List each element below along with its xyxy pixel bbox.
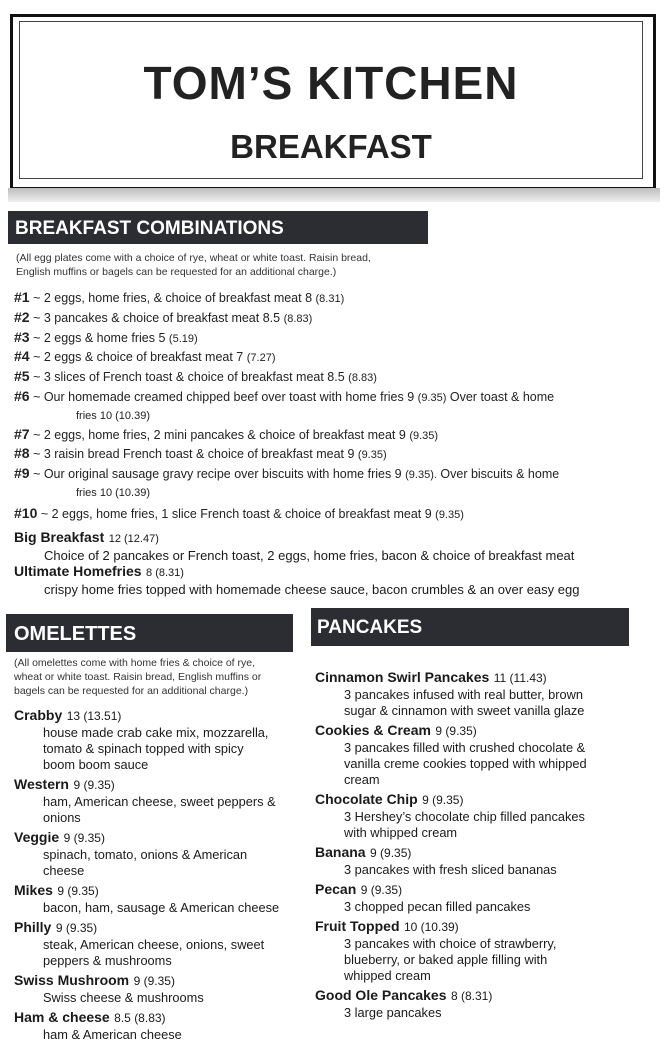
restaurant-title: TOM’S KITCHEN [143,57,519,109]
combination-number: #9 [14,465,30,482]
item-header [14,919,314,937]
item-name: Mikes [14,882,53,898]
combination-line [14,465,654,485]
combination-line [14,388,654,408]
header-shadow [8,188,660,202]
combination-price: (5.19) [168,332,198,345]
item-price: 11 (11.43) [493,671,547,685]
item-price: 9 (9.35) [370,846,412,860]
item-price: 9 (9.35) [73,778,115,792]
item-header [315,722,660,740]
combination-item [14,289,654,309]
combination-number: #4 [14,348,30,365]
item-description: 3 Hershey’s chocolate chip filled pancakes [344,809,585,824]
item-description: onions [43,810,81,825]
item-description: Swiss cheese & mushrooms [43,990,204,1005]
combination-number: #3 [14,328,30,345]
item-name: Crabby [14,707,63,723]
item-price: 9 (9.35) [435,724,477,738]
special-name: Big Breakfast [14,529,105,545]
omelette-item [14,1009,314,1043]
menu-section-title: BREAKFAST [230,128,432,165]
combinations-heading: BREAKFAST COMBINATIONS [8,211,428,244]
omelette-item [14,972,314,1006]
item-header [315,918,660,936]
item-name: Fruit Topped [315,918,400,934]
combination-line [14,505,654,525]
combination-price: (8.83) [348,372,377,385]
combination-text: ~ 3 raisin bread French toast & choice of breakfast meat 9 [33,447,355,462]
combination-item [14,309,654,329]
item-name: Philly [14,919,52,935]
omelette-item [14,829,314,879]
omelettes-note-line: wheat or white toast. Raisin bread, English muffins or [14,671,262,683]
combination-line [14,348,654,368]
pancakes-list [315,669,660,1024]
combination-number: #2 [14,308,30,325]
special-description: Choice of 2 pancakes or French toast, 2 eggs, home fries, bacon & choice of breakfast meat [44,548,575,563]
pancakes-heading: PANCAKES [311,608,629,646]
special-item [14,563,654,598]
combination-text: ~ 2 eggs & choice of breakfast meat 7 [33,350,244,365]
item-description: cheese [43,863,85,878]
combination-price: (7.27) [246,352,276,365]
item-description: ham, American cheese, sweet peppers & [43,794,276,809]
combination-text: ~ 2 eggs, home fries, 2 mini pancakes & choice of breakfast meat 9 [33,427,406,442]
item-name: Good Ole Pancakes [315,987,447,1003]
item-description: cream [344,772,380,787]
item-price: 10 (10.39) [403,920,459,934]
combinations-note-line: English muffins or bagels can be requested for an additional charge.) [16,266,337,278]
item-description: 3 large pancakes [344,1005,442,1020]
combination-number: #7 [14,425,30,442]
item-description: boom boom sauce [43,757,149,772]
header-frame [10,14,656,190]
combination-price: (9.35) [417,391,447,404]
combination-price: (9.35) [435,508,464,521]
pancake-item [315,791,660,841]
item-description: blueberry, or baked apple filling with [344,952,548,967]
special-description: crispy home fries topped with homemade cheese sauce, bacon crumbles & an over easy egg [44,582,580,597]
special-item [14,529,654,564]
combination-number: #6 [14,387,30,404]
combination-line [14,445,654,465]
item-description: house made crab cake mix, mozzarella, [43,725,269,740]
item-price: 8 (8.31) [450,989,493,1003]
omelettes-note-line: (All omelettes come with home fries & choice of rye, [14,657,256,669]
combination-alt-option: Over toast & home [446,389,555,404]
combination-text: ~ Our original sausage gravy recipe over biscuits with home fries 9 [33,467,402,482]
omelette-item [14,919,314,969]
omelettes-note [14,656,304,698]
combination-line [14,289,654,309]
combination-text: ~ 2 eggs, home fries, 1 slice French toast & choice of breakfast meat 9 [40,506,432,521]
combination-text: ~ 2 eggs, home fries, & choice of breakfast meat 8 [33,291,313,305]
item-name: Cookies & Cream [315,722,431,738]
omelettes-list [14,707,314,1046]
combination-number: #8 [14,445,30,462]
combination-alt-option: Over biscuits & home [436,467,560,482]
combination-item [14,388,654,426]
item-name: Chocolate Chip [315,791,418,807]
combination-text: ~ Our homemade creamed chipped beef over toast with home fries 9 [33,389,415,404]
omelettes-note-line: bagels can be requested for an additional charge.) [14,685,249,697]
combination-alt-price: fries 10 (10.39) [76,486,150,499]
item-description: peppers & mushrooms [43,953,172,968]
combination-line [14,309,654,329]
item-description: whipped cream [344,968,431,983]
combination-item [14,329,654,349]
omelette-item [14,776,314,826]
combination-item [14,445,654,465]
item-price: 9 (9.35) [57,884,99,898]
item-description: ham & American cheese [43,1027,182,1042]
item-price: 9 (9.35) [133,974,175,988]
omelettes-heading: OMELETTES [6,614,293,652]
item-price: 8.5 (8.83) [114,1011,166,1025]
item-header [315,669,660,687]
combination-price: (9.35). [405,469,437,482]
combination-price: (9.35) [357,449,387,462]
omelette-item [14,882,314,916]
pancake-item [315,722,660,788]
pancake-item [315,881,660,915]
item-name: Veggie [14,829,60,845]
item-price: 9 (9.35) [422,793,464,807]
special-price: 12 (12.47) [108,533,159,545]
combination-item [14,505,654,525]
combinations-note [16,251,436,279]
combination-number: #10 [14,504,38,521]
special-price: 8 (8.31) [146,567,184,579]
item-description: 3 pancakes filled with crushed chocolate & [344,740,586,755]
item-description: tomato & spinach topped with spicy [43,741,244,756]
combination-text: ~ 3 slices of French toast & choice of breakfast meat 8.5 [33,370,345,385]
pancake-item [315,844,660,878]
omelette-item [14,707,314,773]
combinations-list [14,289,654,525]
item-header [14,972,314,990]
combination-item [14,348,654,368]
combination-price: (8.83) [283,312,313,325]
item-description: sugar & cinnamon with sweet vanilla glaze [344,703,585,718]
combination-line [14,329,654,349]
item-header [315,881,660,899]
combination-price: (9.35) [409,429,439,442]
item-description: 3 chopped pecan filled pancakes [344,899,531,914]
combination-number: #5 [14,368,30,385]
combination-text: ~ 2 eggs & home fries 5 [33,330,166,345]
item-price: 9 (9.35) [55,921,98,935]
item-header [315,791,660,809]
combination-item [14,465,654,503]
combination-item [14,426,654,446]
pancake-item [315,918,660,984]
item-description: vanilla creme cookies topped with whipped [344,756,587,771]
combination-line [14,426,654,446]
combination-item [14,368,654,388]
item-header [315,987,660,1005]
item-price: 13 (13.51) [66,709,122,723]
item-header [315,844,660,862]
pancake-item [315,987,660,1021]
combinations-note-line: (All egg plates come with a choice of rye, wheat or white toast. Raisin bread, [16,252,371,264]
item-name: Swiss Mushroom [14,972,130,988]
header-inner-border [19,21,643,179]
item-name: Cinnamon Swirl Pancakes [315,669,490,685]
item-name: Western [14,776,69,792]
item-name: Ham & cheese [14,1009,110,1025]
special-name: Ultimate Homefries [14,563,142,579]
item-header [14,1009,314,1027]
item-description: 3 pancakes with choice of strawberry, [344,936,557,951]
item-description: 3 pancakes infused with real butter, brown [344,687,584,702]
combination-price: (8.31) [315,293,345,305]
item-name: Banana [315,844,366,860]
pancake-item [315,669,660,719]
item-name: Pecan [315,881,357,897]
item-description: spinach, tomato, onions & American [43,847,248,862]
combination-line [14,368,654,388]
item-header [14,776,314,794]
item-price: 9 (9.35) [63,831,105,845]
combination-number: #1 [14,289,30,305]
combination-alt-price: fries 10 (10.39) [76,409,150,422]
item-header [14,707,314,725]
item-description: with whipped cream [344,825,458,840]
item-header [14,882,314,900]
item-header [14,829,314,847]
item-description: steak, American cheese, onions, sweet [43,937,265,952]
combination-text: ~ 3 pancakes & choice of breakfast meat 8.5 [33,310,281,325]
item-price: 9 (9.35) [360,883,403,897]
item-description: 3 pancakes with fresh sliced bananas [344,862,557,877]
item-description: bacon, ham, sausage & American cheese [43,900,280,915]
